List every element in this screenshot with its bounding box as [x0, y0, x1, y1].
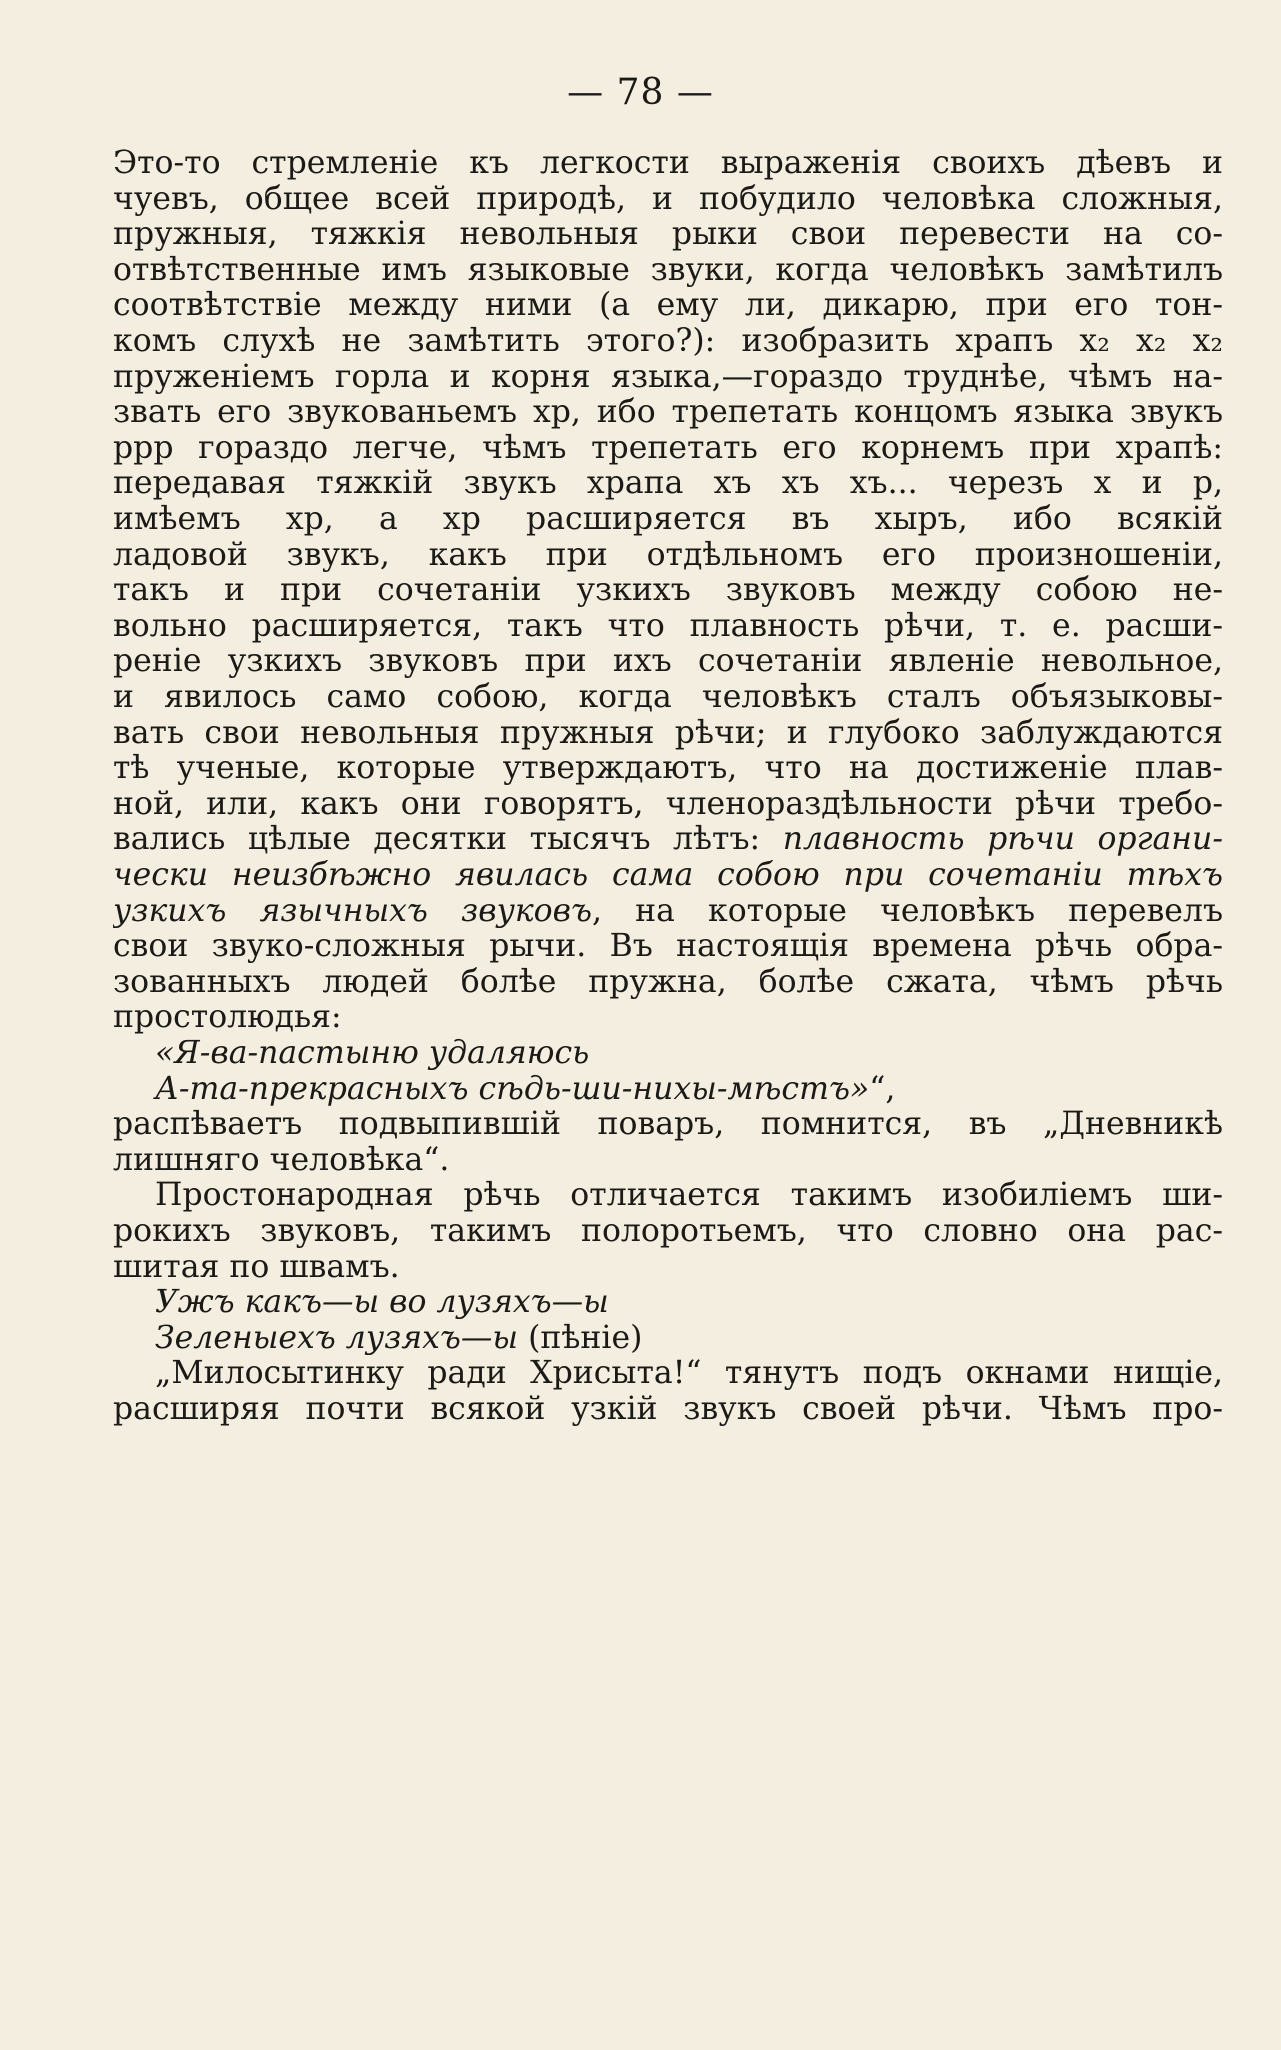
line-text: свои звуко-сложныя рычи. Въ настоящія времена рѣчь обра-	[113, 928, 1223, 965]
line-text: ррр гораздо легче, чѣмъ трепетать его корнемъ при храпѣ:	[113, 429, 1223, 466]
line-text: звать его звукованьемъ хр, ибо трепетать концомъ языка звукъ	[113, 394, 1223, 431]
line-text: пружныя, тяжкія невольныя рыки свои перевести на со-	[113, 216, 1223, 253]
line-text: , на которые человѣкъ перевелъ	[591, 892, 1223, 929]
line-text: распѣваетъ подвыпившій поваръ, помнится, въ „Дневникѣ	[113, 1106, 1223, 1143]
line-text: расширяя почти всякой узкій звукъ своей рѣчи. Чѣмъ про-	[113, 1391, 1223, 1427]
italic-text: плавность рѣчи органи-	[782, 821, 1223, 858]
line-text: “,	[869, 1070, 896, 1107]
page-number: — 78 —	[567, 72, 714, 113]
line-text: тѣ ученые, которые утверждаютъ, что на достиженіе плав-	[113, 750, 1223, 787]
line-text: вать свои невольныя пружныя рѣчи; и глубоко заблуждаются	[113, 714, 1223, 751]
line-text: соотвѣтствіе между ними (а ему ли, дикарю, при его тон-	[113, 287, 1223, 324]
italic-text: чески неизбѣжно явилась сама собою при сочетаніи тѣхъ	[113, 857, 1223, 893]
line-text: вольно расширяется, такъ что плавность рѣчи, т. е. расши-	[113, 607, 1223, 644]
line-text: передавая тяжкій звукъ храпа хъ хъ хъ... черезъ х и р,	[113, 465, 1223, 502]
italic-text: «Я-ва-пастыню удаляюсь	[155, 1035, 590, 1071]
line-text: реніе узкихъ звуковъ при ихъ сочетаніи явленіе невольное,	[113, 643, 1223, 680]
line-text: имѣемъ хр, а хр расширяется въ хыръ, ибо всякій	[113, 501, 1223, 537]
italic-text: Ужъ какъ—ы во лузяхъ—ы	[155, 1284, 609, 1321]
line-text: комъ слухѣ не замѣтить этого?): изобразить храпъ х₂ х₂ х₂	[113, 323, 1223, 359]
line-text: такъ и при сочетаніи узкихъ звуковъ между собою не-	[113, 572, 1223, 609]
italic-text: узкихъ язычныхъ звуковъ	[113, 892, 592, 929]
line-text: шитая по швамъ.	[113, 1248, 400, 1285]
line-text: ной, или, какъ они говорятъ, членораздѣльности рѣчи требо-	[113, 785, 1223, 822]
line-text: лишняго человѣка“.	[113, 1141, 450, 1178]
line-text: (пѣніе)	[518, 1319, 643, 1356]
line-text: и явилось само собою, когда человѣкъ сталъ объязыковы-	[113, 679, 1223, 715]
line-text: ладовой звукъ, какъ при отдѣльномъ его произношеніи,	[113, 536, 1223, 573]
line-text: вались цѣлые десятки тысячъ лѣтъ:	[113, 821, 783, 858]
line-text: Это-то стремленіе къ легкости выраженія своихъ дѣевъ и	[113, 145, 1223, 181]
line-text: отвѣтственные имъ языковые звуки, когда человѣкъ замѣтилъ	[113, 251, 1223, 288]
line-text: Простонародная рѣчь отличается такимъ изобиліемъ ши-	[155, 1177, 1223, 1214]
line-text: чуевъ, общее всей природѣ, и побудило человѣка сложныя,	[113, 180, 1223, 217]
line-text: рокихъ звуковъ, такимъ полоротьемъ, что словно она рас-	[113, 1213, 1223, 1249]
line-text: пруженіемъ горла и корня языка,—гораздо труднѣе, чѣмъ на-	[113, 358, 1223, 395]
line-text: зованныхъ людей болѣе пружна, болѣе сжата, чѣмъ рѣчь	[113, 963, 1223, 1000]
text-line	[113, 1386, 1223, 1432]
italic-text: Зеленыехъ лузяхъ—ы	[155, 1319, 519, 1356]
italic-text: А-та-прекрасныхъ сѣдь-ши-нихы-мѣстъ»	[155, 1070, 870, 1107]
line-text: простолюдья:	[113, 999, 342, 1036]
line-text: „Милосытинку ради Хрисыта!“ тянутъ подъ окнами нищіе,	[155, 1355, 1223, 1392]
